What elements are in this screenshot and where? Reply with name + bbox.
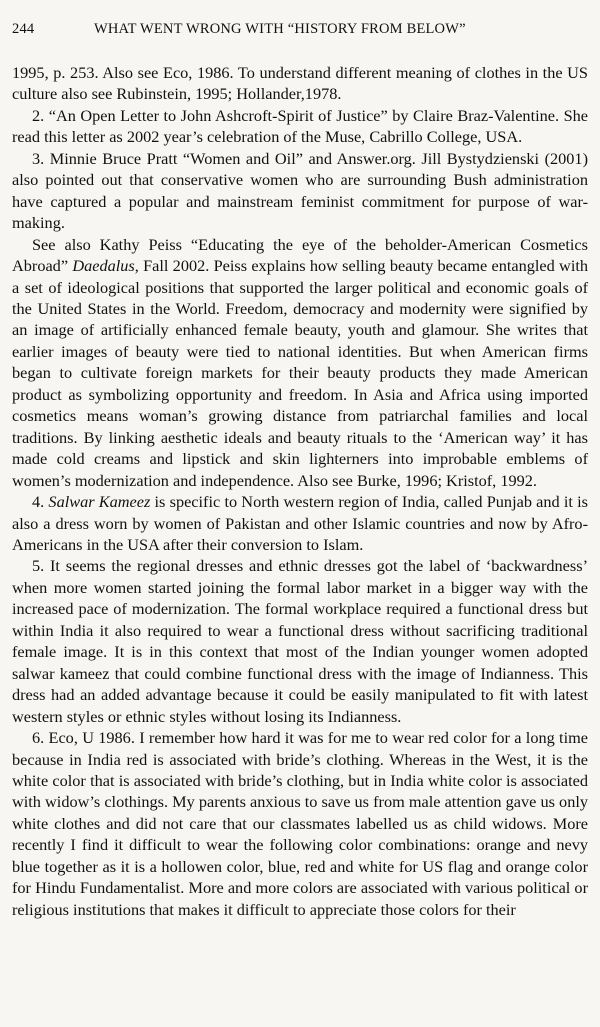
italic-text: Salwar Kameez — [48, 492, 151, 512]
running-title: WHAT WENT WRONG WITH “HISTORY FROM BELOW” — [94, 21, 466, 37]
note-paragraph — [12, 62, 588, 105]
notes-body — [12, 62, 588, 920]
paragraph-text: 6. Eco, U 1986. I remember how hard it was for me to wear red color for a long time because in India red is associated with bride’s clothing. Whereas in the West, it is the white color that is associated with bride’s clothing, but in India white color is associated with widow’s clothings. My parents anxious to save us from male attention gave us only white clothes and did not care that our classmates labelled us as child widows. More recently I find it difficult to wear the following color combinations: orange and nevy blue together as it is a hollowen color, blue, red and white for US flag and orange color for Hindu Fundamentalist. More and more colors are associated with various political or religious institutions that makes it difficult to appreciate those colors for their — [12, 728, 588, 919]
paragraph-text: 3. Minnie Bruce Pratt “Women and Oil” and Answer.org. Jill Bystydzienski (2001) also pointed out that conservative women who are surrounding Bush administration have captured a popular and mainstream feminist commitment for purpose of war-making. — [12, 148, 588, 233]
note-paragraph — [12, 105, 588, 148]
page-number: 244 — [12, 21, 35, 37]
italic-text: Daedalus — [72, 256, 135, 276]
paragraph-text: 2. “An Open Letter to John Ashcroft-Spirit of Justice” by Claire Braz-Valentine. She read this letter as 2002 year’s celebration of the Muse, Cabrillo College, USA. — [12, 105, 588, 147]
paragraph-text: , Fall 2002. Peiss explains how selling beauty became entangled with a set of ideological positions that supported the larger political and economic goals of the United States in the World. Freedom, democracy and modernity were signified by an image of artificially enhanced female beauty, youth and glamour. She writes that earlier images of beauty were tied to national identities. But when American firms began to cultivate foreign markets for their beauty products they made American product as symbolizing opportunity and freedom. In Asia and Africa using imported cosmetics means woman’s growing distance from patriarchal families and local traditions. By linking aesthetic ideals and beauty rituals to the ‘American way’ it has made cold creams and lipstick and skin lighterners into improbable emblems of women’s modernization and independence. Also see Burke, 1996; Kristof, 1992. — [12, 256, 589, 490]
paragraph-text: 5. It seems the regional dresses and ethnic dresses got the label of ‘backwardness’ when more women started joining the formal labor market in a bigger way with the increased pace of modernization. The formal workplace required a functional dress but within India it also required to wear a functional dress without sacrificing traditional female image. It is in this context that most of the Indian younger women adopted salwar kameez that could combine functional dress with the image of Indianness. This dress had an added advantage because it could be easily manipulated to fit with latest western styles or ethnic styles without losing its Indianness. — [12, 556, 588, 726]
paragraph-text: 1995, p. 253. Also see Eco, 1986. To understand different meaning of clothes in the US culture also see Rubinstein, 1995; Hollander,1978. — [12, 63, 588, 104]
paragraph-text: 4. — [32, 492, 49, 512]
paragraph-text: See also Kathy Peiss “Educating the eye of the beholder-American Cosmetics Abroad” — [12, 234, 588, 276]
note-paragraph — [12, 491, 588, 555]
paragraph-text: is specific to North western region of India, called Punjab and it is also a dress worn by women of Pakistan and other Islamic countries and now by Afro-Americans in the USA after their conversion to Islam. — [12, 492, 588, 554]
note-paragraph — [12, 234, 588, 491]
page-header — [12, 21, 588, 38]
note-paragraph — [12, 148, 588, 234]
note-paragraph — [12, 555, 588, 727]
note-paragraph — [12, 727, 588, 920]
